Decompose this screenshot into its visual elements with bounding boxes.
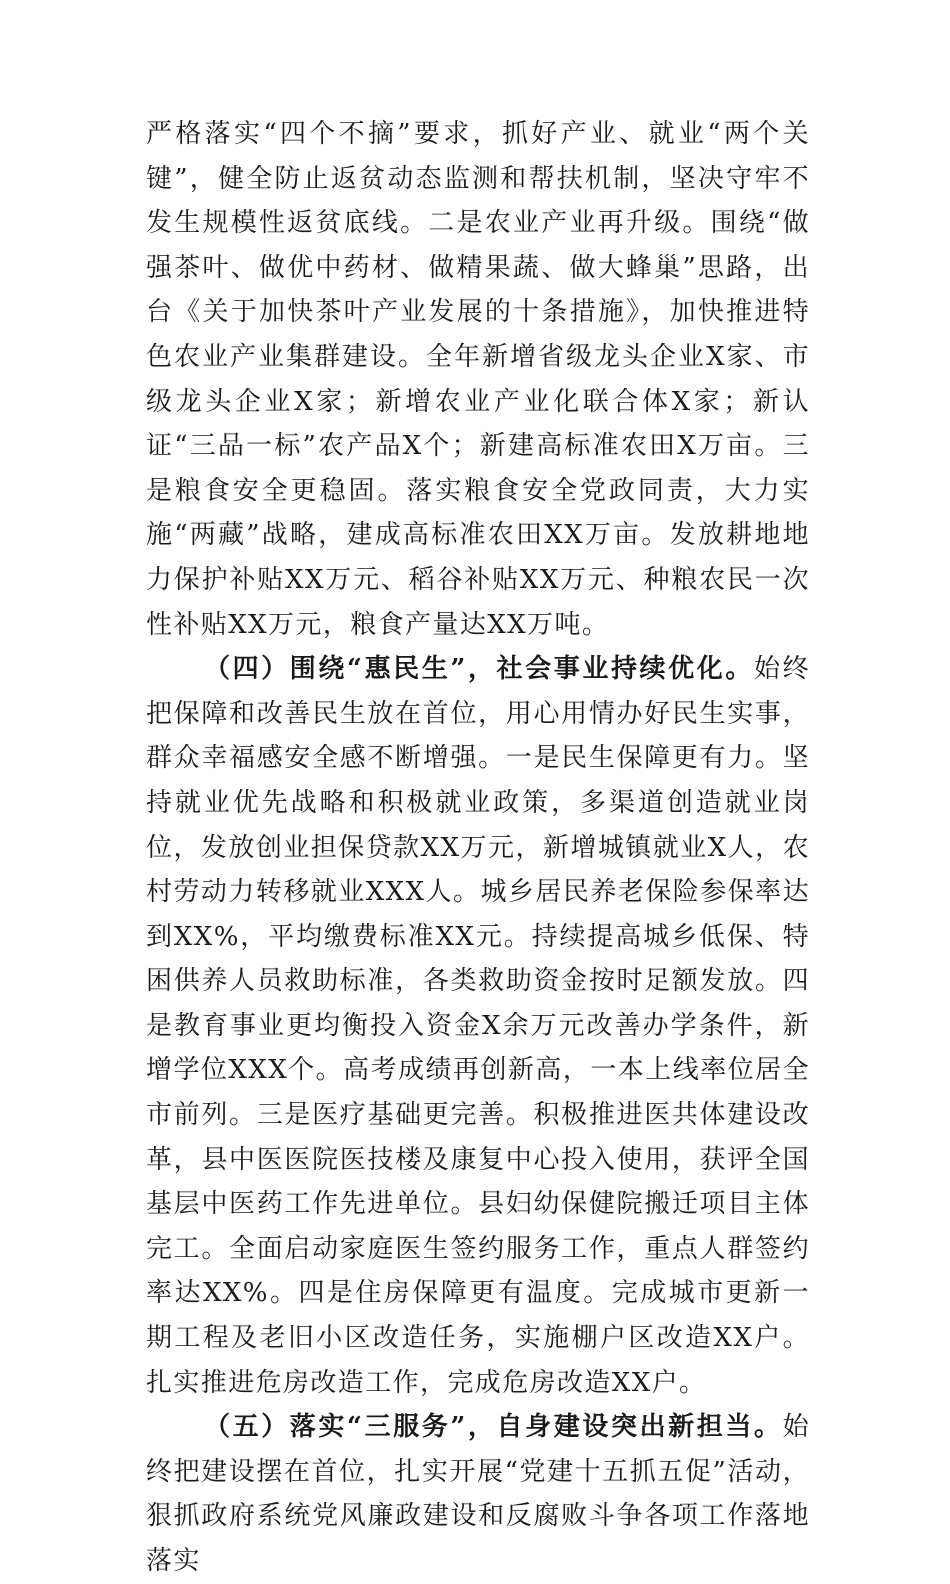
section-body-five: 始终把建设摆在首位，扎实开展“党建十五抓五促”活动，狠抓政府系统党风廉政建设和反腐败斗争各项工作落地落实 xyxy=(146,1412,810,1576)
paragraph-continuation: 严格落实“四个不摘”要求，抓好产业、就业“两个关键”，健全防止返贫动态监测和帮扶机制，坚决守牢不发生规模性返贫底线。二是农业产业再升级。围绕“做强茶叶、做优中药材、做精果蔬、做大蜂巢”思路，出台《关于加快茶叶产业发展的十条措施》，加快推进特色农业产业集群建设。全年新增省级龙头企业X家、市级龙头企业X家；新增农业产业化联合体X家；新认证“三品一标”农产品X个；新建高标准农田X万亩。三是粮食安全更稳固。落实粮食安全党政同责，大力实施“两藏”战略，建成高标准农田XX万亩。发放耕地地力保护补贴XX万元、稻谷补贴XX万元、种粮农民一次性补贴XX万元，粮食产量达XX万吨。 xyxy=(146,119,810,640)
section-heading-five: （五）落实“三服务”，自身建设突出新担当。 xyxy=(204,1412,783,1443)
document-body xyxy=(146,112,810,1584)
paragraph-section-five xyxy=(146,1405,810,1583)
section-heading-four: （四）围绕“惠民生”，社会事业持续优化。 xyxy=(204,654,754,685)
section-body-four: 始终把保障和改善民生放在首位，用心用情办好民生实事，群众幸福感安全感不断增强。一是民生保障更有力。坚持就业优先战略和积极就业政策，多渠道创造就业岗位，发放创业担保贷款XX万元，新增城镇就业X人，农村劳动力转移就业XXX人。城乡居民养老保险参保率达到XX%，平均缴费标准XX元。持续提高城乡低保、特困供养人员救助标准，各类救助资金按时足额发放。四是教育事业更均衡投入资金X余万元改善办学条件，新增学位XXX个。高考成绩再创新高，一本上线率位居全市前列。三是医疗基础更完善。积极推进医共体建设改革，县中医医院医技楼及康复中心投入使用，获评全国基层中医药工作先进单位。县妇幼保健院搬迁项目主体完工。全面启动家庭医生签约服务工作，重点人群签约率达XX%。四是住房保障更有温度。完成城市更新一期工程及老旧小区改造任务，实施棚户区改造XX户。扎实推进危房改造工作，完成危房改造XX户。 xyxy=(146,654,810,1398)
paragraph-section-four xyxy=(146,647,810,1405)
